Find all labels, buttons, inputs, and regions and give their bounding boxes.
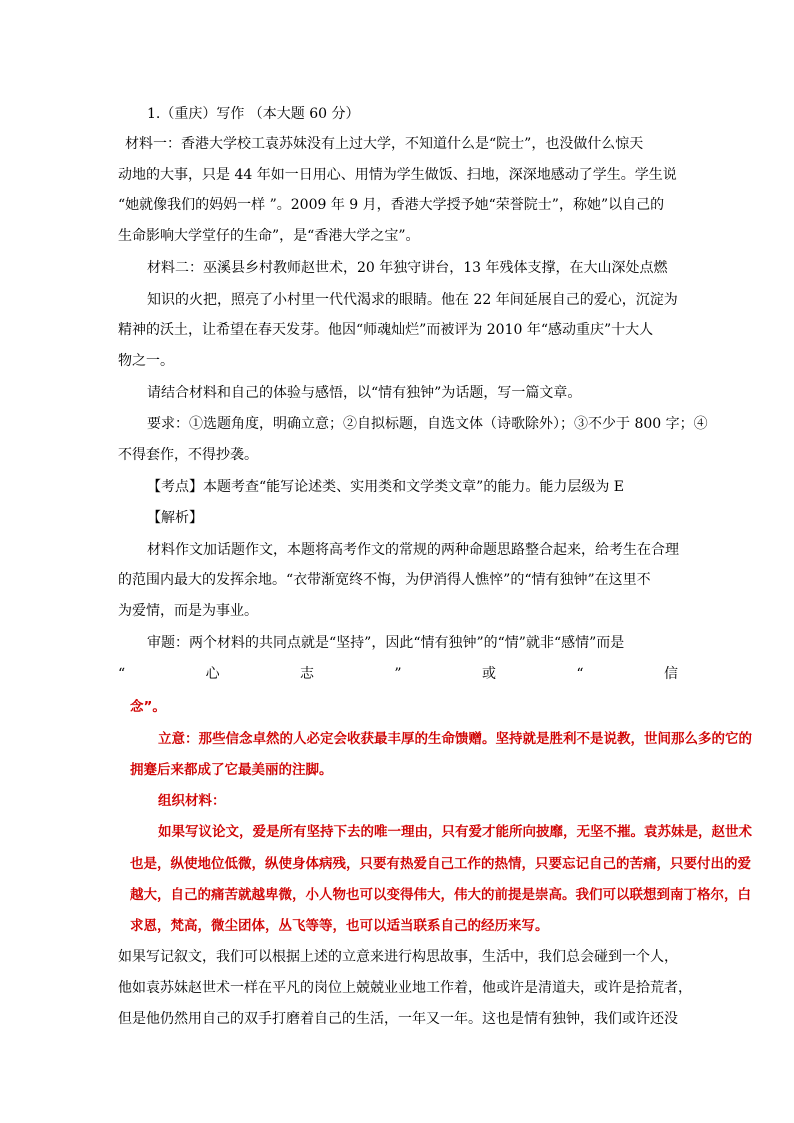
zuzhi-label: 组织材料： bbox=[158, 793, 226, 809]
material1-line: 材料一：香港大学校工袁苏妹没有上过大学，不知道什么是“院士”，也没做什么惊天 bbox=[125, 136, 644, 152]
material2-line: 精神的沃土，让希望在春天发芽。他因“师魂灿烂”而被评为 2010 年“感动重庆”十大人 bbox=[118, 322, 654, 338]
jiexi-label: 【解析】 bbox=[147, 510, 203, 526]
spread-token: ” bbox=[394, 666, 402, 682]
liyi-line: 拥蹇后来都成了它最美丽的注脚。 bbox=[130, 762, 333, 778]
narrative-line: 他如袁苏妹赵世术一样在平凡的岗位上兢兢业业地工作着，他或许是清道夫，或许是拾荒者， bbox=[118, 980, 692, 996]
requirements-line: 要求：①选题角度，明确立意；②自拟标题，自选文体（诗歌除外）；③不少于 800 字；④ bbox=[147, 416, 708, 432]
spread-token: 志 bbox=[299, 666, 314, 682]
question-heading: 1.（重庆）写作 （本大题 60 分） bbox=[147, 106, 360, 122]
material2-line: 材料二：巫溪县乡村教师赵世术，20 年独守讲台，13 年残体支撑，在大山深处点燃 bbox=[147, 260, 668, 276]
spread-token: 信 bbox=[663, 666, 678, 682]
material2-line: 物之一。 bbox=[118, 353, 174, 369]
narrative-line: 如果写记叙文，我们可以根据上述的立意来进行构思故事，生活中，我们总会碰到一个人， bbox=[118, 949, 678, 965]
material1-line: 动地的大事，只是 44 年如一日用心、用情为学生做饭、扫地，深深地感动了学生。学生说 bbox=[118, 167, 677, 183]
material1-line: 生命影响大学堂仔的生命”，是“香港大学之宝”。 bbox=[118, 228, 420, 244]
zuzhi-line: 如果写议论文，爱是所有坚持下去的唯一理由，只有爱才能所向披靡，无坚不摧。袁苏妹是，赵世术 bbox=[158, 824, 752, 840]
liyi-line: 立意：那些信念卓然的人必定会收获最丰厚的生命馈赠。坚持就是胜利不是说教，世间那么多的它的 bbox=[158, 731, 752, 747]
analysis-line: 材料作文加话题作文，本题将高考作文的常规的两种命题思路整合起来，给考生在合理 bbox=[147, 542, 679, 558]
zuzhi-line: 求恩，梵高，微尘团体，丛飞等等，也可以适当联系自己的经历来写。 bbox=[130, 918, 549, 934]
spread-token: “ bbox=[118, 666, 126, 682]
shenti-line: 审题：两个材料的共同点就是“坚持”，因此“情有独钟”的“情”就非“感情”而是 bbox=[147, 635, 625, 651]
material2-line: 知识的火把，照亮了小村里一代代渴求的眼睛。他在 22 年间延展自己的爱心，沉淀为 bbox=[147, 292, 678, 308]
analysis-line: 的范围内最大的发挥余地。“衣带渐宽终不悔，为伊消得人憔悴”的“情有独钟”在这里不 bbox=[118, 572, 651, 588]
spread-token: 心 bbox=[205, 666, 220, 682]
narrative-line: 但是他仍然用自己的双手打磨着自己的生活，一年又一年。这也是情有独钟，我们或许还没 bbox=[118, 1011, 678, 1027]
zuzhi-line: 也是，纵使地位低微，纵使身体病残，只要有热爱自己工作的热情，只要忘记自己的苦痛，只要付出的爱 bbox=[130, 856, 751, 872]
material1-line: “她就像我们的妈妈一样 ”。2009 年 9 月，香港大学授予她“荣誉院士”，称她”以自己的 bbox=[118, 197, 665, 213]
analysis-line: 为爱情，而是为事业。 bbox=[118, 603, 258, 619]
red-nian: 念”。 bbox=[130, 699, 166, 715]
kaodian-line: 【考点】本题考查“能写论述类、实用类和文学类文章”的能力。能力层级为 E bbox=[147, 479, 624, 495]
requirements-line: 不得套作，不得抄袭。 bbox=[118, 447, 258, 463]
spread-token: “ bbox=[576, 666, 584, 682]
shenti-spread-line bbox=[118, 664, 678, 684]
spread-token: 或 bbox=[481, 666, 496, 682]
zuzhi-line: 越大，自己的痛苦就越卑微，小人物也可以变得伟大，伟大的前提是崇高。我们可以联想到南丁格尔，白 bbox=[130, 887, 751, 903]
prompt-line: 请结合材料和自己的体验与感悟，以“情有独钟”为话题，写一篇文章。 bbox=[147, 385, 582, 401]
